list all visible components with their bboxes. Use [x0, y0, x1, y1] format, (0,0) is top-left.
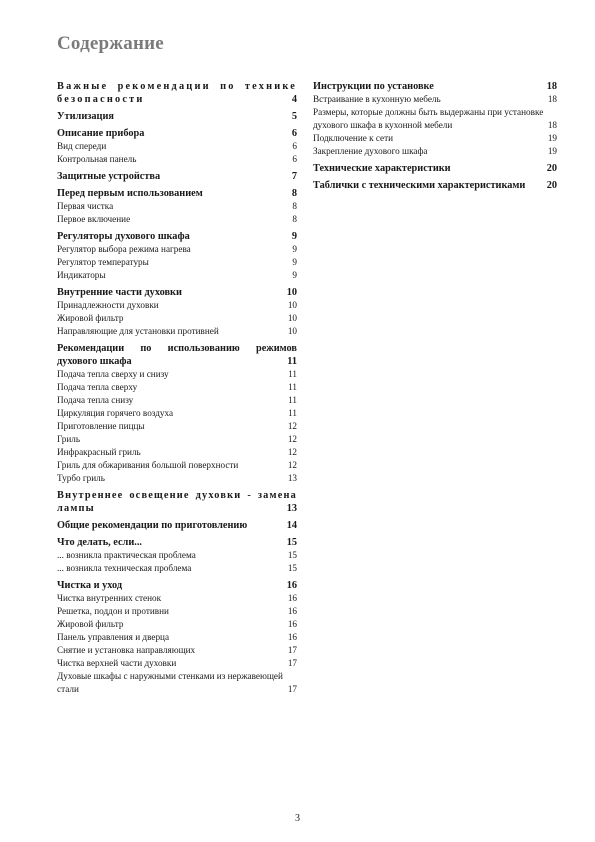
toc-item: Подача тепла снизу 11 [57, 395, 297, 405]
section-title: Регуляторы духового шкафа 9 [57, 231, 297, 242]
section-title: Перед первым использованием 8 [57, 188, 297, 199]
toc-section [313, 80, 557, 158]
toc-item: Подача тепла сверху 11 [57, 382, 297, 392]
toc-item: Подключение к сети 19 [313, 133, 557, 143]
toc-item: Принадлежности духовки 10 [57, 300, 297, 310]
toc-section [57, 127, 297, 166]
toc-item: Решетка, поддон и противни 16 [57, 606, 297, 616]
toc-item: Чистка внутренних стенок 16 [57, 593, 297, 603]
toc-item: Контрольная панель 6 [57, 154, 297, 164]
toc-section [57, 489, 297, 515]
toc-item: Индикаторы 9 [57, 270, 297, 280]
toc-item: Циркуляция горячего воздуха 11 [57, 408, 297, 418]
toc-item: Первое включение 8 [57, 214, 297, 224]
toc-item: Гриль 12 [57, 434, 297, 444]
section-title: Описание прибора 6 [57, 128, 297, 139]
toc-item: Жировой фильтр 16 [57, 619, 297, 629]
toc-item: Направляющие для установки противней 10 [57, 326, 297, 336]
toc-section [57, 342, 297, 485]
section-title: Чистка и уход 16 [57, 580, 297, 591]
toc-item: Вид спереди 6 [57, 141, 297, 151]
toc-item: Регулятор температуры 9 [57, 257, 297, 267]
toc-section [57, 170, 297, 183]
toc-item: Турбо гриль 13 [57, 473, 297, 483]
toc-section [57, 110, 297, 123]
toc-item: Первая чистка 8 [57, 201, 297, 211]
section-title: Общие рекомендации по приготовлению 14 [57, 520, 297, 531]
toc-item: Размеры, которые должны быть выдержаны при установке духового шкафа в кухонной мебели 18 [313, 107, 557, 130]
page-title: Содержание [57, 33, 164, 54]
toc-right-column [313, 80, 557, 196]
section-title: Инструкции по установке 18 [313, 81, 557, 92]
toc-section [57, 519, 297, 532]
toc-section [57, 187, 297, 226]
section-title: Утилизация 5 [57, 111, 297, 122]
toc-item: Духовые шкафы с наружными стенками из нержавеющей стали 17 [57, 671, 297, 694]
toc-section [57, 80, 297, 106]
toc-item: Встраивание в кухонную мебель 18 [313, 94, 557, 104]
toc-section [57, 579, 297, 696]
toc-item: Закрепление духового шкафа 19 [313, 146, 557, 156]
toc-item: Гриль для обжаривания большой поверхности 12 [57, 460, 297, 470]
section-title: Внутреннее освещение духовки - замена лампы 13 [57, 490, 297, 514]
toc-item: Подача тепла сверху и снизу 11 [57, 369, 297, 379]
section-title: Что делать, если... 15 [57, 537, 297, 548]
toc-section [57, 286, 297, 338]
toc-item: Инфракрасный гриль 12 [57, 447, 297, 457]
section-title: Защитные устройства 7 [57, 171, 297, 182]
section-title: Таблички с техническими характеристиками 20 [313, 180, 557, 191]
toc-left-column [57, 80, 297, 700]
toc-item: ... возникла практическая проблема 15 [57, 550, 297, 560]
section-title: Важные рекомендации по технике безопасности 4 [57, 81, 297, 105]
toc-item: Чистка верхней части духовки 17 [57, 658, 297, 668]
toc-section [313, 179, 557, 192]
toc-section [313, 162, 557, 175]
toc-item: Жировой фильтр 10 [57, 313, 297, 323]
toc-item: Приготовление пиццы 12 [57, 421, 297, 431]
toc-item: Регулятор выбора режима нагрева 9 [57, 244, 297, 254]
toc-item: Панель управления и дверца 16 [57, 632, 297, 642]
page-number: 3 [295, 813, 300, 824]
section-title: Внутренние части духовки 10 [57, 287, 297, 298]
toc-item: ... возникла техническая проблема 15 [57, 563, 297, 573]
section-title: Технические характеристики 20 [313, 163, 557, 174]
toc-item: Снятие и установка направляющих 17 [57, 645, 297, 655]
section-title: Рекомендации по использованию режимов духового шкафа 11 [57, 343, 297, 367]
toc-section [57, 536, 297, 575]
toc-section [57, 230, 297, 282]
